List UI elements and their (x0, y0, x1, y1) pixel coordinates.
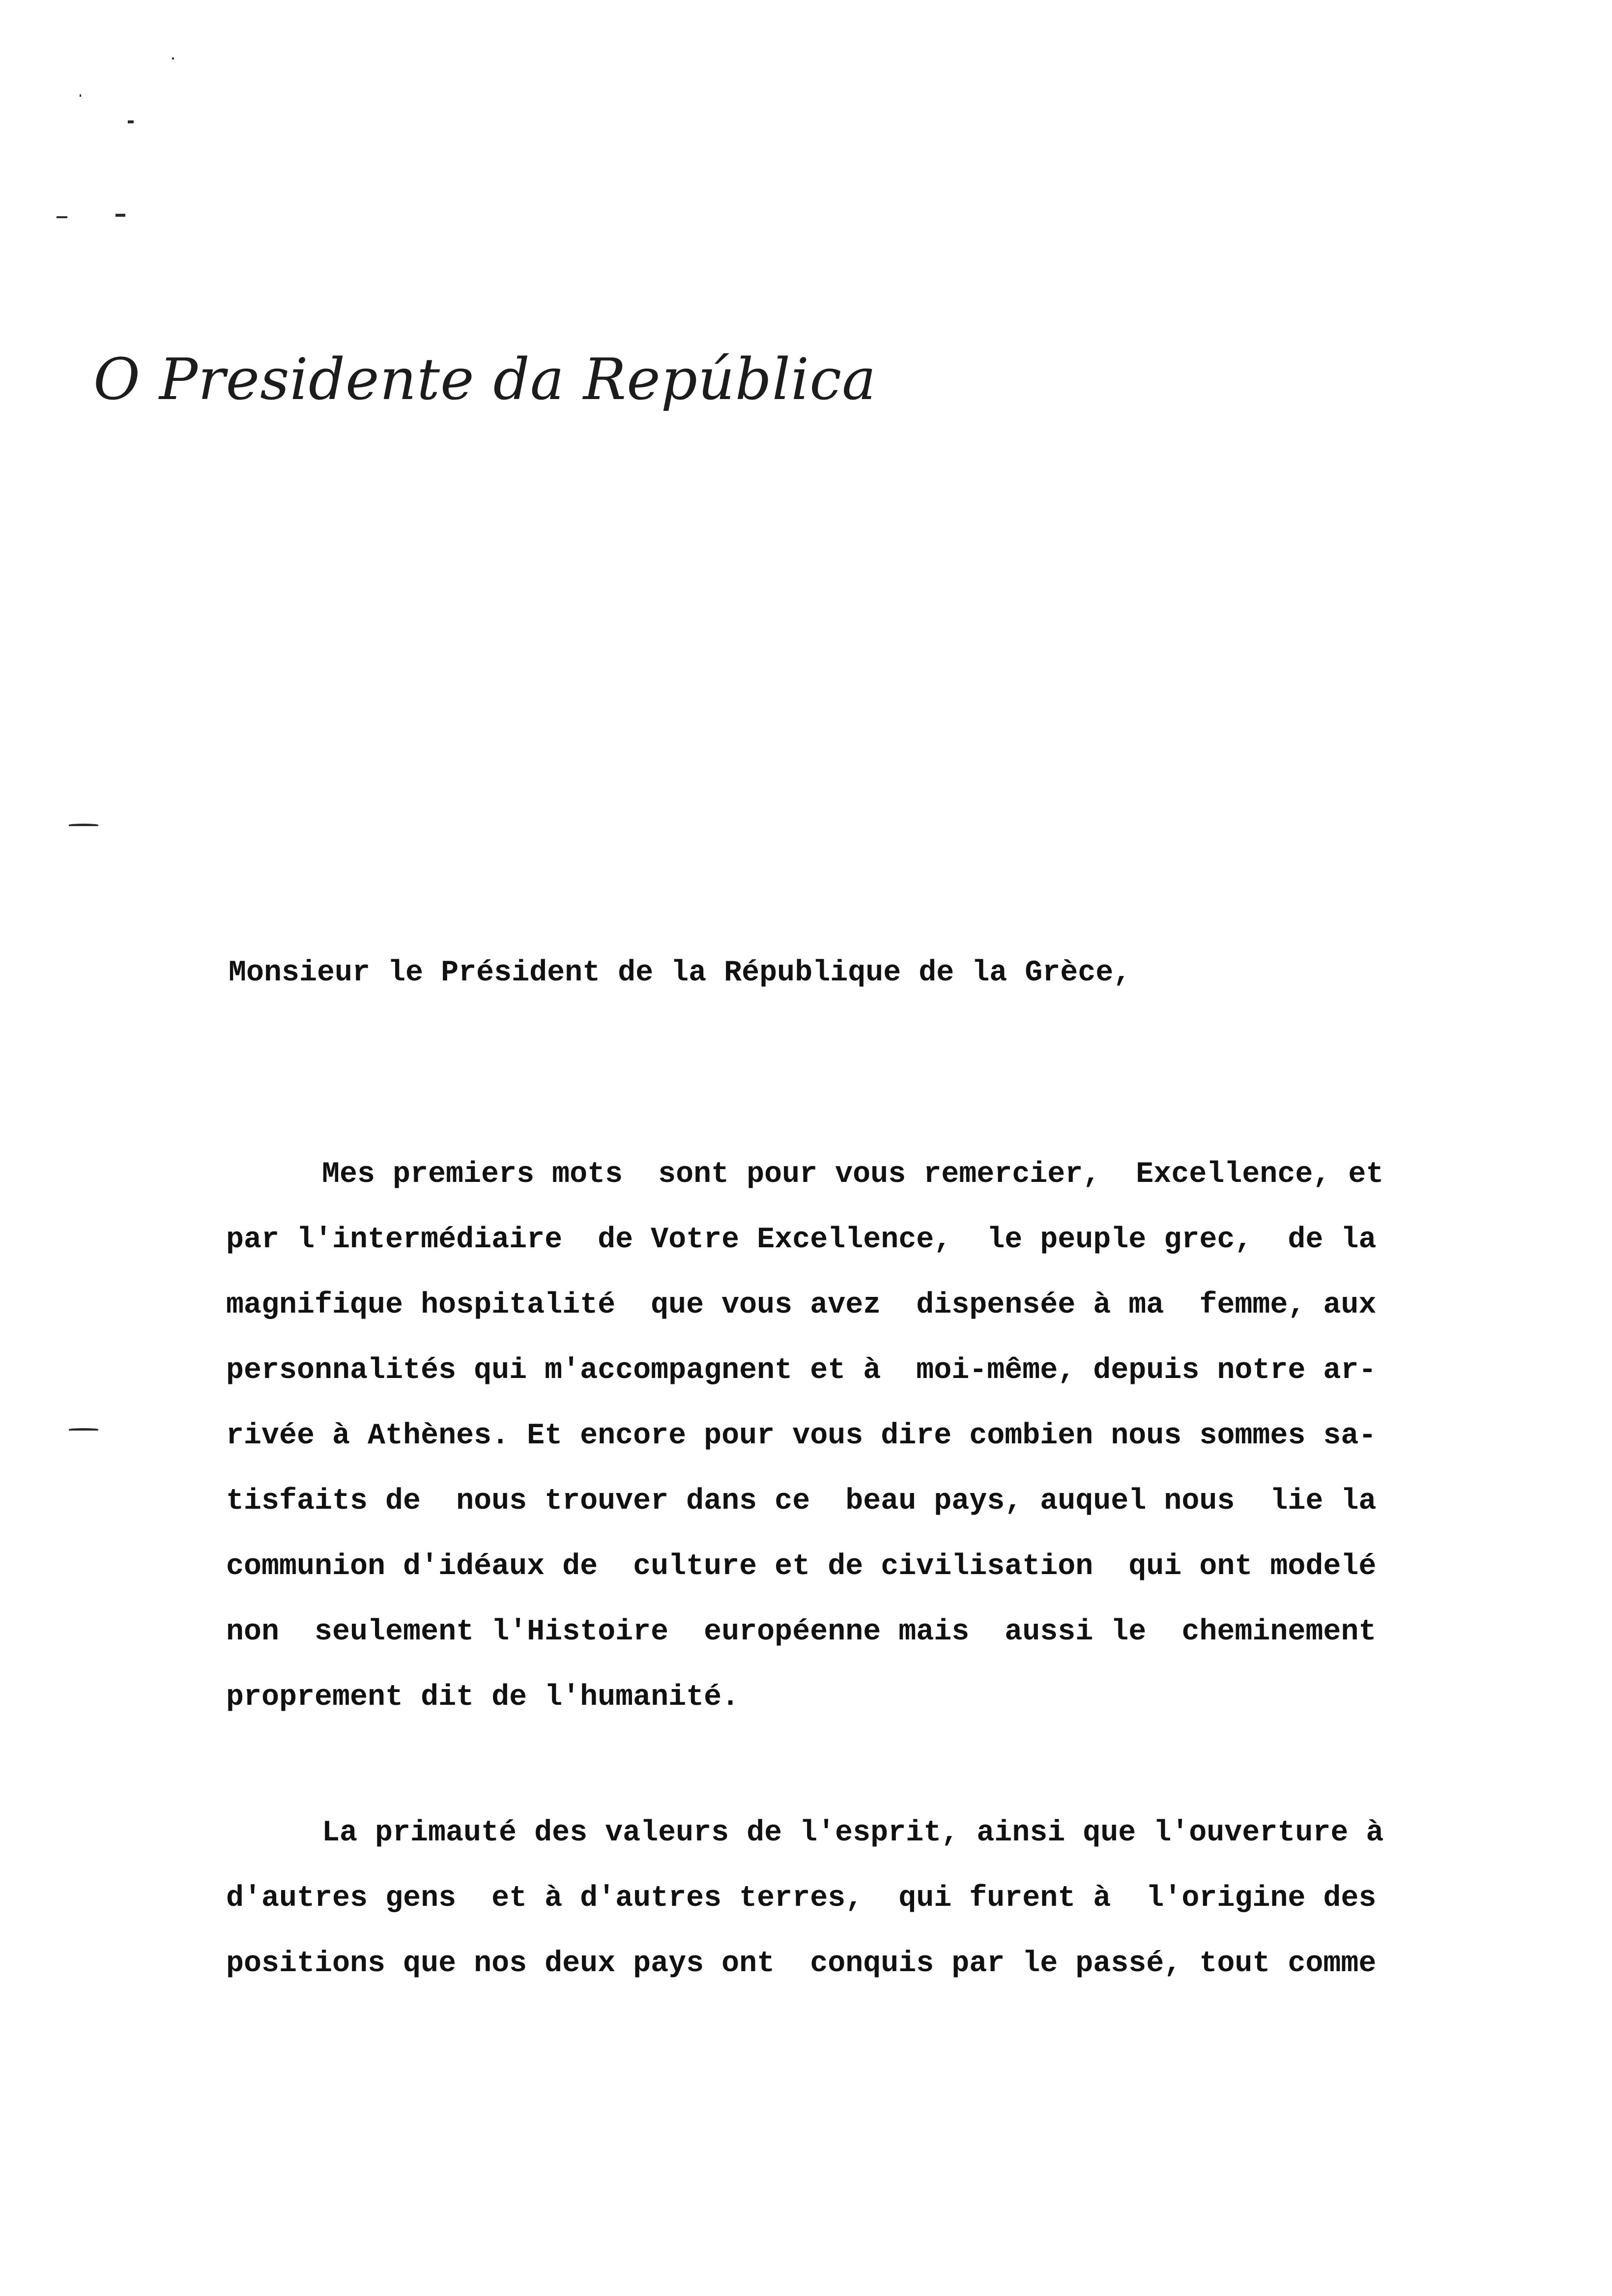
scan-speck (128, 120, 134, 123)
paragraph-1-line-4: personnalités qui m'accompagnent et à moi-même, depuis notre ar- (226, 1354, 1377, 1387)
hole-punch-mark (69, 824, 98, 826)
paragraph-2-line-1: La primauté des valeurs de l'esprit, ainsi que l'ouverture à (322, 1816, 1384, 1850)
scan-speck (57, 216, 67, 218)
paragraph-1-line-5: rivée à Athènes. Et encore pour vous dire combien nous sommes sa- (226, 1419, 1377, 1453)
hole-punch-mark (69, 1428, 98, 1431)
paragraph-1-line-7: communion d'idéaux de culture et de civilisation qui ont modelé (226, 1550, 1377, 1583)
paragraph-2-line-3: positions que nos deux pays ont conquis par le passé, tout comme (226, 1947, 1377, 1980)
paragraph-1-line-6: tisfaits de nous trouver dans ce beau pays, auquel nous lie la (226, 1485, 1377, 1518)
scan-speck (115, 214, 125, 217)
paragraph-1-line-1: Mes premiers mots sont pour vous remercier, Excellence, et (322, 1158, 1384, 1191)
paragraph-2-line-2: d'autres gens et à d'autres terres, qui furent à l'origine des (226, 1882, 1377, 1915)
letterhead-script: O Presidente da República (93, 346, 877, 413)
scan-speck (80, 94, 81, 97)
paragraph-1-line-3: magnifique hospitalité que vous avez dispensée à ma femme, aux (226, 1289, 1377, 1322)
paragraph-1-line-8: non seulement l'Histoire européenne mais aussi le cheminement (226, 1615, 1377, 1649)
salutation: Monsieur le Président de la République de la Grèce, (229, 956, 1131, 990)
scan-speck (172, 57, 174, 59)
paragraph-1-line-2: par l'intermédiaire de Votre Excellence, le peuple grec, de la (226, 1223, 1377, 1257)
paragraph-1-line-9: proprement dit de l'humanité. (226, 1681, 740, 1714)
